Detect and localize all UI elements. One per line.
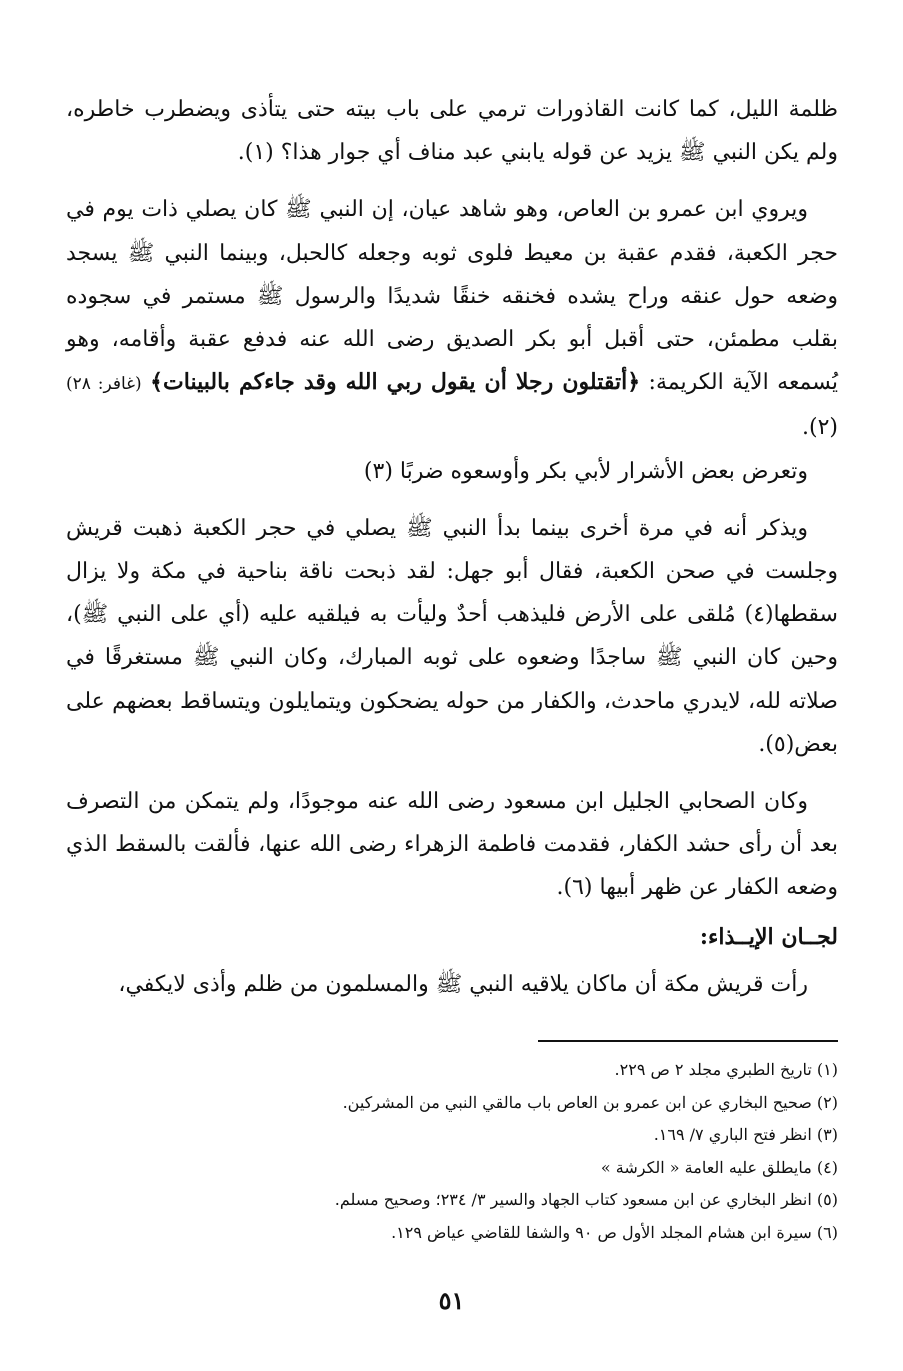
footnote-1: (١) تاريخ الطبري مجلد ٢ ص ٢٢٩. — [614, 1060, 838, 1079]
footnote-4: (٤) مايطلق عليه العامة « الكرشة » — [600, 1157, 838, 1177]
quran-verse: ﴿أتقتلون رجلا أن يقول ربي الله وقد جاءكم بالبينات﴾ — [150, 369, 641, 396]
paragraph-2 — [66, 188, 838, 449]
footnote-3: (٣) انظر فتح الباري ٧/ ١٦٩. — [653, 1125, 838, 1144]
paragraph-4 — [66, 507, 838, 766]
footnotes — [66, 1040, 838, 1249]
page-body — [66, 88, 838, 1006]
footnote-5: (٥) انظر البخاري عن ابن مسعود كتاب الجهاد والسير ٣/ ٢٣٤؛ وصحيح مسلم. — [334, 1190, 838, 1209]
section-heading: لجــان الإيــذاء: — [699, 923, 838, 950]
paragraph-1-text: ظلمة الليل، كما كانت القاذورات ترمي على باب بيته حتى يتأذى ويضطرب خاطره، ولم يكن النبي ﷺ يزيد عن قوله يابني عبد مناف أي جوار هذا؟ (١). — [66, 97, 838, 166]
paragraph-1 — [66, 88, 838, 174]
paragraph-2-footnote-mark: (٢). — [802, 415, 838, 441]
footnote-divider — [538, 1040, 838, 1042]
footnote-6: (٦) سيرة ابن هشام المجلد الأول ص ٩٠ والشفا للقاضي عياض ١٢٩. — [391, 1222, 838, 1242]
paragraph-6 — [66, 963, 838, 1006]
paragraph-6-text: رأت قريش مكة أن ماكان يلاقيه النبي ﷺ والمسلمون من ظلم وأذى لايكفي، — [118, 971, 808, 997]
paragraph-3 — [66, 450, 838, 493]
paragraph-3-text: وتعرض بعض الأشرار لأبي بكر وأوسعوه ضربًا (٣) — [363, 458, 808, 484]
paragraph-5-text: وكان الصحابي الجليل ابن مسعود رضى الله عنه موجودًا، ولم يتمكن من التصرف بعد أن رأى حشد الكفار، فقدمت فاطمة الزهراء رضى الله عنها، فألقت بالسقط الذي وضعه الكفار عن ظهر أبيها (٦). — [66, 789, 838, 901]
paragraph-5 — [66, 780, 838, 910]
paragraph-2-text: ويروي ابن عمرو بن العاص، وهو شاهد عيان، إن النبي ﷺ كان يصلي ذات يوم في حجر الكعبة، فقدم عقبة بن معيط فلوى ثوبه وجعله كالحبل، وبينما النبي ﷺ يسجد وضعه حول عنقه وراح يشده فخنقه خنقًا شديدًا والرسول ﷺ مستمر في سجوده بقلب مطمئن، حتى أقبل أبو بكر الصديق رضى الله عنه فدفع عقبة وأقامه، وهو يُسمعه الآية الكريمة: — [66, 197, 839, 396]
page-number: ٥١ — [438, 1286, 465, 1315]
verse-reference: (غافر: ٢٨) — [66, 374, 142, 395]
footnote-2: (٢) صحيح البخاري عن ابن عمرو بن العاص باب مالقي النبي من المشركين. — [342, 1092, 838, 1112]
paragraph-4-text: ويذكر أنه في مرة أخرى بينما بدأ النبي ﷺ يصلي في حجر الكعبة ذهبت قريش وجلست في صحن الكعبة، فقال أبو جهل: لقد ذبحت ناقة بناحية في مكة ولا يزال سقطها(٤) مُلقى على الأرض فليذهب أحدٌ وليأت به فيلقيه عليه (أي على النبي ﷺ)، وحين كان النبي ﷺ ساجدًا وضعوه على ثوبه المبارك، وكان النبي ﷺ مستغرقًا في صلاته لله، لايدري ماحدث، والكفار من حوله يضحكون ويتمايلون ويتساقط بعضهم على بعض(٥). — [66, 515, 838, 757]
